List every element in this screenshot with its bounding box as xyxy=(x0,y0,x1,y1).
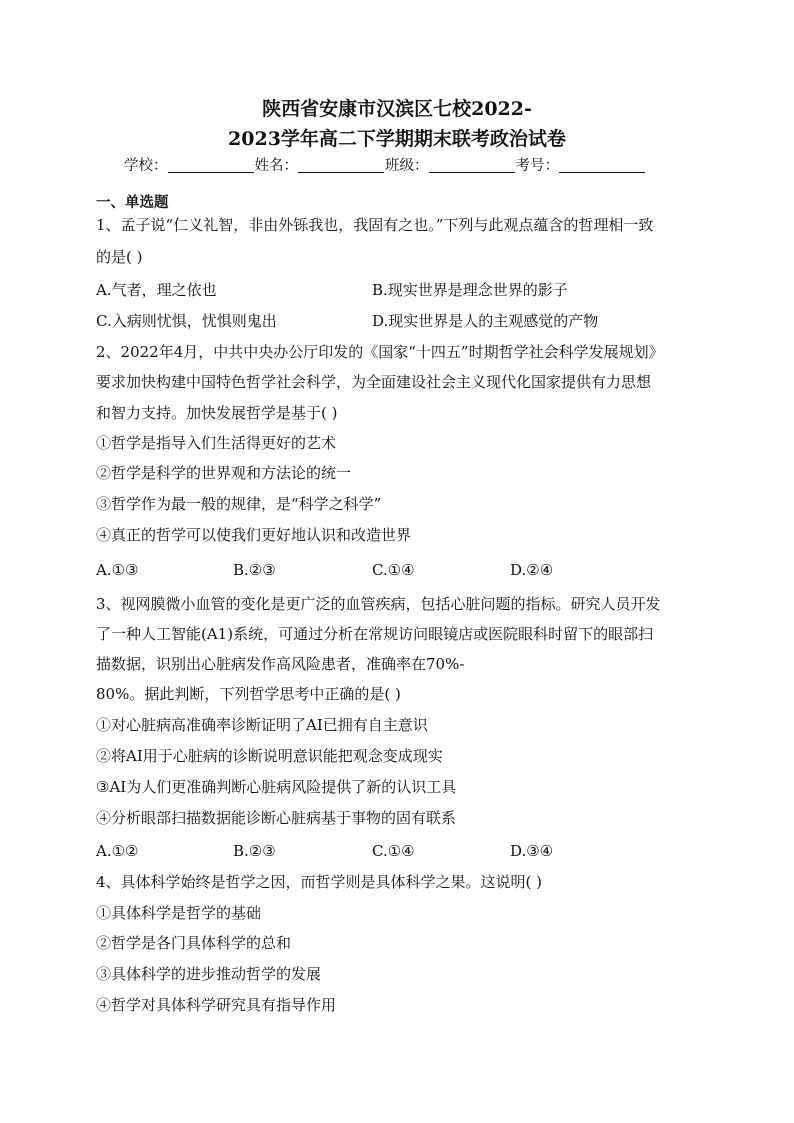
school-blank[interactable] xyxy=(168,158,254,173)
q2-option-d: D.②④ xyxy=(510,561,554,579)
number-blank[interactable] xyxy=(559,158,645,173)
q2-stem-line1: 2、2022年4月，中共中央办公厅印发的《国家“十四五”时期哲学社会科学发展规划》 xyxy=(96,343,664,361)
q4-statement-2: ②哲学是各门具体科学的总和 xyxy=(96,934,292,952)
class-label: 班级： xyxy=(385,158,429,174)
q3-stem-line2: 了一种人工智能(A1)系统，可通过分析在常规访问眼镜店或医院眼科时留下的眼部扫 xyxy=(96,625,654,643)
q3-statement-2: ②将AI用于心脏病的诊断说明意识能把观念变成现实 xyxy=(96,747,443,765)
q2-option-c: C.①④ xyxy=(372,561,415,579)
q3-statement-4: ④分析眼部扫描数据能诊断心脏病基于事物的固有联系 xyxy=(96,809,457,827)
q1-option-d: D.现实世界是人的主观感觉的产物 xyxy=(372,312,599,330)
name-label: 姓名： xyxy=(254,158,298,174)
q2-stem-line3: 和智力支持。加快发展哲学是基于( ) xyxy=(96,404,338,422)
q1-stem-line1: 1、孟子说“仁义礼智，非由外铄我也，我固有之也。”下列与此观点蕴含的哲理相一致 xyxy=(96,216,654,234)
exam-title-line2: 2023学年高二下学期期末联考政治试卷 xyxy=(228,128,566,150)
class-blank[interactable] xyxy=(429,158,515,173)
q2-statement-1: ①哲学是指导入们生活得更好的艺术 xyxy=(96,434,337,452)
q2-statement-4: ④真正的哲学可以使我们更好地认识和改造世界 xyxy=(96,526,412,544)
section-heading: 一、单选题 xyxy=(96,194,169,211)
q3-option-b: B.②③ xyxy=(233,842,276,860)
q4-statement-4: ④哲学对具体科学研究具有指导作用 xyxy=(96,996,337,1014)
q2-option-b: B.②③ xyxy=(233,561,276,579)
exam-title-line1: 陕西省安康市汉滨区七校2022- xyxy=(262,98,532,120)
q4-statement-3: ③具体科学的进步推动哲学的发展 xyxy=(96,965,322,983)
q3-stem-line1: 3、视网膜微小血管的变化是更广泛的血管疾病，包括心脏问题的指标。研究人员开发 xyxy=(96,595,661,613)
q3-option-a: A.①② xyxy=(96,842,139,860)
student-info-row xyxy=(124,154,684,175)
q3-stem-line3: 描数据，识别出心脏病发作高风险患者，准确率在70%- xyxy=(96,655,465,673)
name-blank[interactable] xyxy=(298,158,384,173)
q3-option-c: C.①④ xyxy=(372,842,415,860)
q2-statement-2: ②哲学是科学的世界观和方法论的统一 xyxy=(96,464,352,482)
q2-stem-line2: 要求加快构建中国特色哲学社会科学，为全面建设社会主义现代化国家提供有力思想 xyxy=(96,373,652,391)
q1-option-b: B.现实世界是理念世界的影子 xyxy=(372,281,568,299)
q1-option-a: A.气者，理之依也 xyxy=(96,281,217,299)
number-label: 考号： xyxy=(515,158,559,174)
q1-stem-line2: 的是( ) xyxy=(96,248,143,266)
q3-stem-line4: 80%。据此判断，下列哲学思考中正确的是( ) xyxy=(96,685,401,703)
q2-statement-3: ③哲学作为最一般的规律，是“科学之科学” xyxy=(96,495,382,513)
q3-option-d: D.③④ xyxy=(510,842,554,860)
q3-statement-3: ③AI为人们更准确判断心脏病风险提供了新的认识工具 xyxy=(96,778,457,796)
q4-stem-line1: 4、具体科学始终是哲学之因，而哲学则是具体科学之果。这说明( ) xyxy=(96,873,543,891)
school-label: 学校： xyxy=(124,158,168,174)
q4-statement-1: ①具体科学是哲学的基础 xyxy=(96,904,262,922)
q1-option-c: C.入病则忧惧，忧惧则鬼出 xyxy=(96,312,277,330)
q2-option-a: A.①③ xyxy=(96,561,139,579)
q3-statement-1: ①对心脏病高准确率诊断证明了AI已拥有自主意识 xyxy=(96,716,428,734)
